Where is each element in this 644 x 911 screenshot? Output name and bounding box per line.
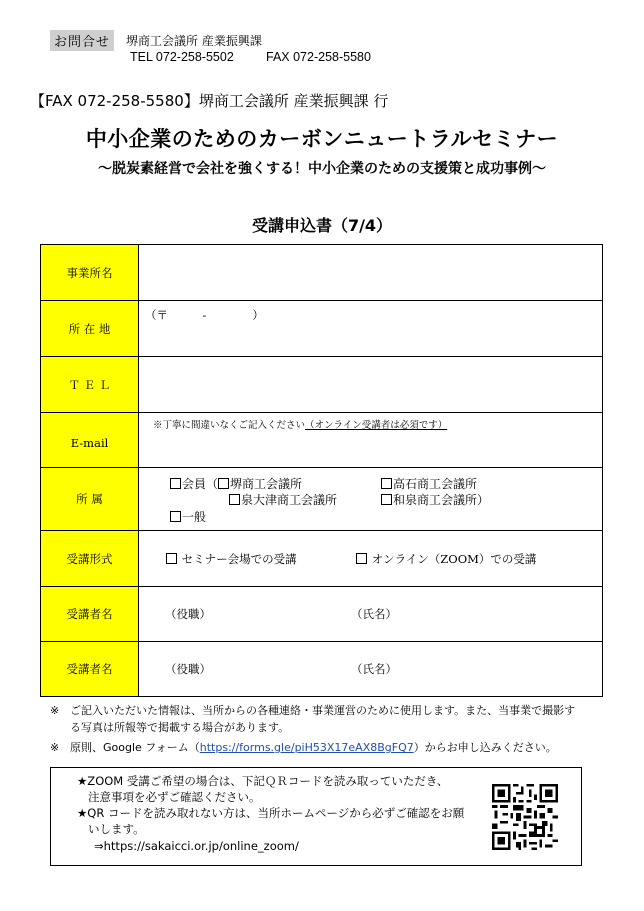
- page-subtitle: ～脱炭素経営で会社を強くする！中小企業のための支援策と成功事例～: [98, 161, 546, 177]
- label-company: 事業所名: [41, 245, 139, 301]
- note-2: ※ 原則、Google フォーム（https://forms.gle/piH53X17eAX8BgFQ7）からお申し込みください。: [50, 741, 557, 754]
- checkbox-icon: [170, 511, 181, 522]
- contact-label: お問合せ: [50, 30, 114, 51]
- checkbox-sakai[interactable]: [218, 478, 229, 489]
- row-affiliation: [41, 468, 603, 531]
- label-email: E-mail: [41, 413, 139, 468]
- zoom-url[interactable]: ⇒https://sakaicci.or.jp/online_zoom/: [94, 839, 299, 853]
- fax-destination: 【FAX 072-258-5580】堺商工会議所 産業振興課 行: [30, 92, 389, 110]
- label-tel: Ｔ Ｅ Ｌ: [41, 357, 139, 413]
- google-form-link[interactable]: https://forms.gle/piH53X17eAX8BgFQ7: [199, 741, 414, 754]
- contact-tel: TEL 072-258-5502: [130, 50, 234, 64]
- label-address: 所 在 地: [41, 301, 139, 357]
- attendee-1-title: （役職）: [165, 607, 211, 621]
- zoom-info-box: [50, 767, 582, 866]
- checkbox-icon: [381, 478, 392, 489]
- checkbox-icon: [356, 553, 367, 564]
- row-attendee-1: [41, 587, 603, 642]
- qr-code-icon[interactable]: [492, 784, 558, 850]
- row-address: [41, 301, 603, 357]
- company-field[interactable]: [139, 245, 603, 301]
- tel-field[interactable]: [139, 357, 603, 413]
- label-affiliation: 所 属: [41, 468, 139, 531]
- attendee-2-field[interactable]: [139, 642, 603, 697]
- zoom-line-1: ★ZOOM 受講ご希望の場合は、下記ＱＲコードを読み取っていただき、: [77, 774, 449, 788]
- zoom-line-2: 注意事項を必ずご確認ください。: [88, 790, 261, 804]
- checkbox-icon: [229, 494, 240, 505]
- label-attendee-2: 受講者名: [41, 642, 139, 697]
- contact-org: 堺商工会議所 産業振興課: [126, 34, 262, 48]
- checkbox-member[interactable]: 会員（ 堺商工会議所: [170, 475, 302, 492]
- note-1: ※ ご記入いただいた情報は、当所からの各種連絡・事業運営のために使用します。また、当事業で撮影す: [50, 704, 576, 717]
- email-note: ※丁寧に間違いなくご記入ください（オンライン受講者は必須です）: [153, 420, 448, 431]
- attendee-1-name: （氏名）: [351, 607, 397, 621]
- row-tel: [41, 357, 603, 413]
- checkbox-icon: [381, 494, 392, 505]
- row-company: [41, 245, 603, 301]
- postal-code-placeholder: （〒 - ）: [145, 308, 264, 322]
- row-email: [41, 413, 603, 468]
- email-field[interactable]: [139, 413, 603, 468]
- zoom-line-4: いします。: [88, 822, 145, 836]
- row-attendee-2: [41, 642, 603, 697]
- note-1-cont: る写真は所報等で掲載する場合があります。: [70, 721, 290, 734]
- attendee-1-field[interactable]: [139, 587, 603, 642]
- attendee-2-name: （氏名）: [351, 662, 397, 676]
- checkbox-general[interactable]: 一般: [170, 508, 206, 525]
- contact-fax: FAX 072-258-5580: [266, 50, 371, 64]
- label-format: 受講形式: [41, 531, 139, 587]
- page-title: 中小企業のためのカーボンニュートラルセミナー: [85, 127, 559, 151]
- checkbox-online[interactable]: オンライン（ZOOM）での受講: [356, 551, 536, 567]
- form-title: 受講申込書（7/4）: [251, 216, 393, 235]
- label-attendee-1: 受講者名: [41, 587, 139, 642]
- checkbox-icon: [170, 478, 181, 489]
- application-form: [40, 244, 603, 697]
- row-format: [41, 531, 603, 587]
- zoom-line-3: ★QR コードを読み取れない方は、当所ホームページから必ずご確認をお願: [77, 806, 465, 820]
- checkbox-izumi[interactable]: 和泉商工会議所）: [381, 491, 489, 508]
- checkbox-senboku[interactable]: 泉大津商工会議所: [229, 491, 337, 508]
- checkbox-takaishi[interactable]: 高石商工会議所: [381, 475, 477, 492]
- checkbox-venue[interactable]: セミナー会場での受講: [166, 551, 297, 567]
- checkbox-icon: [166, 553, 177, 564]
- address-field[interactable]: [139, 301, 603, 357]
- attendee-2-title: （役職）: [165, 662, 211, 676]
